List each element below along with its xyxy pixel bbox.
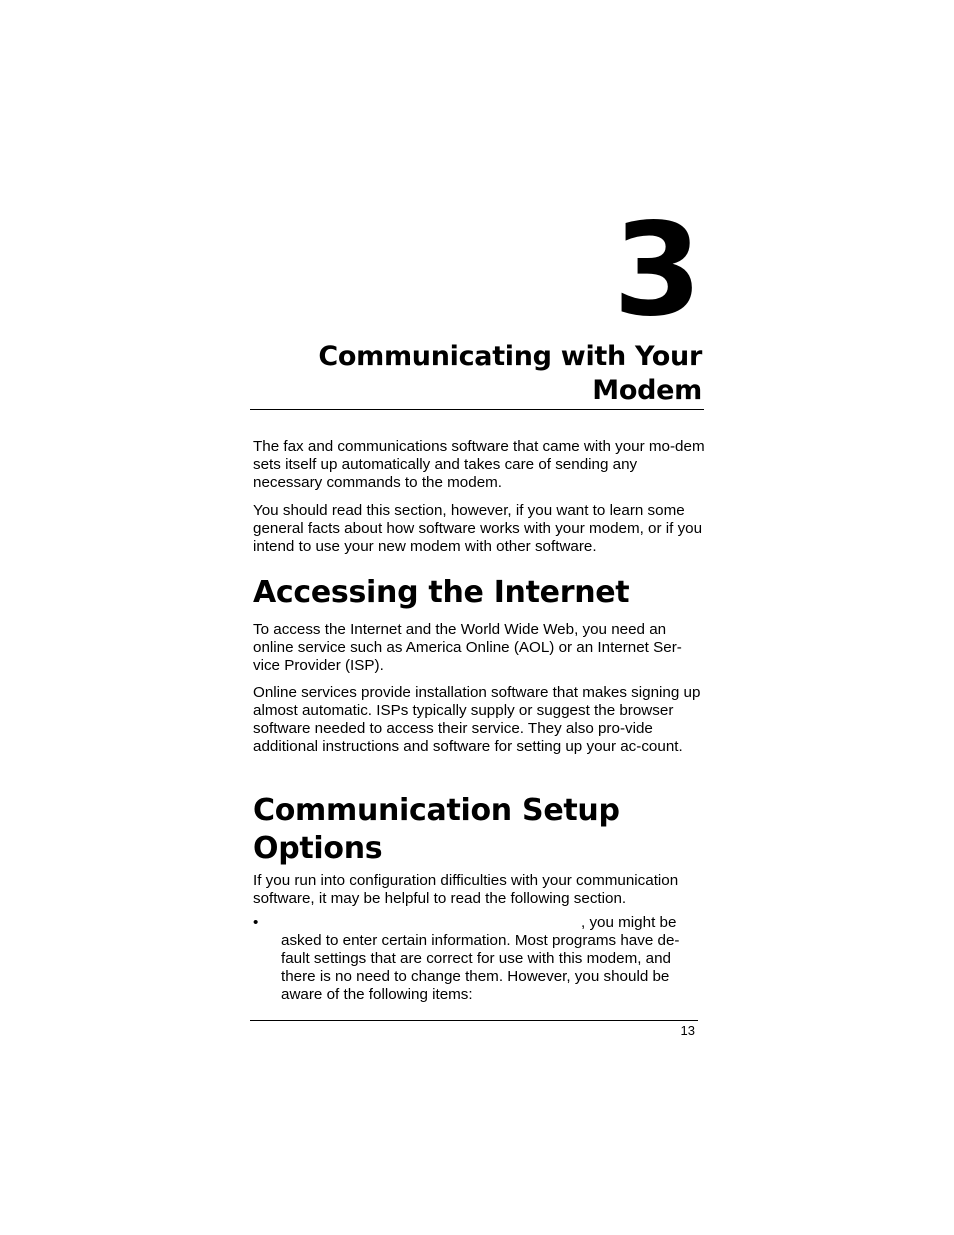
bullet-item-text: asked to enter certain information. Most programs have de-fault settings that are correct for use with this modem, and there is no need to change them. However, you should be aware of the following items:: [281, 932, 680, 1003]
footer-divider: [250, 1020, 698, 1021]
chapter-title: [300, 340, 702, 408]
section-heading-internet: Accessing the Internet: [253, 575, 630, 610]
chapter-title-line-1: Communicating with Your: [318, 341, 702, 372]
page-number: 13: [680, 1023, 695, 1038]
intro-paragraph-1: The fax and communications software that came with your mo-dem sets itself up automatically and takes care of sending any necessary commands to the modem.: [253, 438, 705, 491]
internet-paragraph-1: To access the Internet and the World Wide Web, you need an online service such as America Online (AOL) or an Internet Ser-vice Provider (ISP).: [253, 621, 682, 674]
bullet-icon: •: [253, 914, 259, 931]
setup-heading-line-2: Options: [253, 831, 383, 866]
setup-heading-line-1: Communication Setup: [253, 793, 620, 828]
bullet-lead-text: , you might be: [581, 914, 677, 931]
chapter-number: 3: [612, 196, 700, 345]
setup-paragraph-1: If you run into configuration difficulties with your communication software, it may be helpful to read the following section.: [253, 872, 679, 907]
section-heading-setup: [253, 792, 713, 868]
internet-paragraph-2: Online services provide installation software that makes signing up almost automatic. ISPs typically supply or suggest the browser software needed to access their service. They also pro-vide additional instructions and software for setting up your ac-count.: [253, 684, 701, 755]
intro-paragraph-2: You should read this section, however, if you want to learn some general facts about how software works with your modem, or if you intend to use your new modem with other software.: [253, 502, 703, 555]
title-divider: [250, 409, 704, 410]
chapter-title-line-2: Modem: [592, 375, 702, 406]
